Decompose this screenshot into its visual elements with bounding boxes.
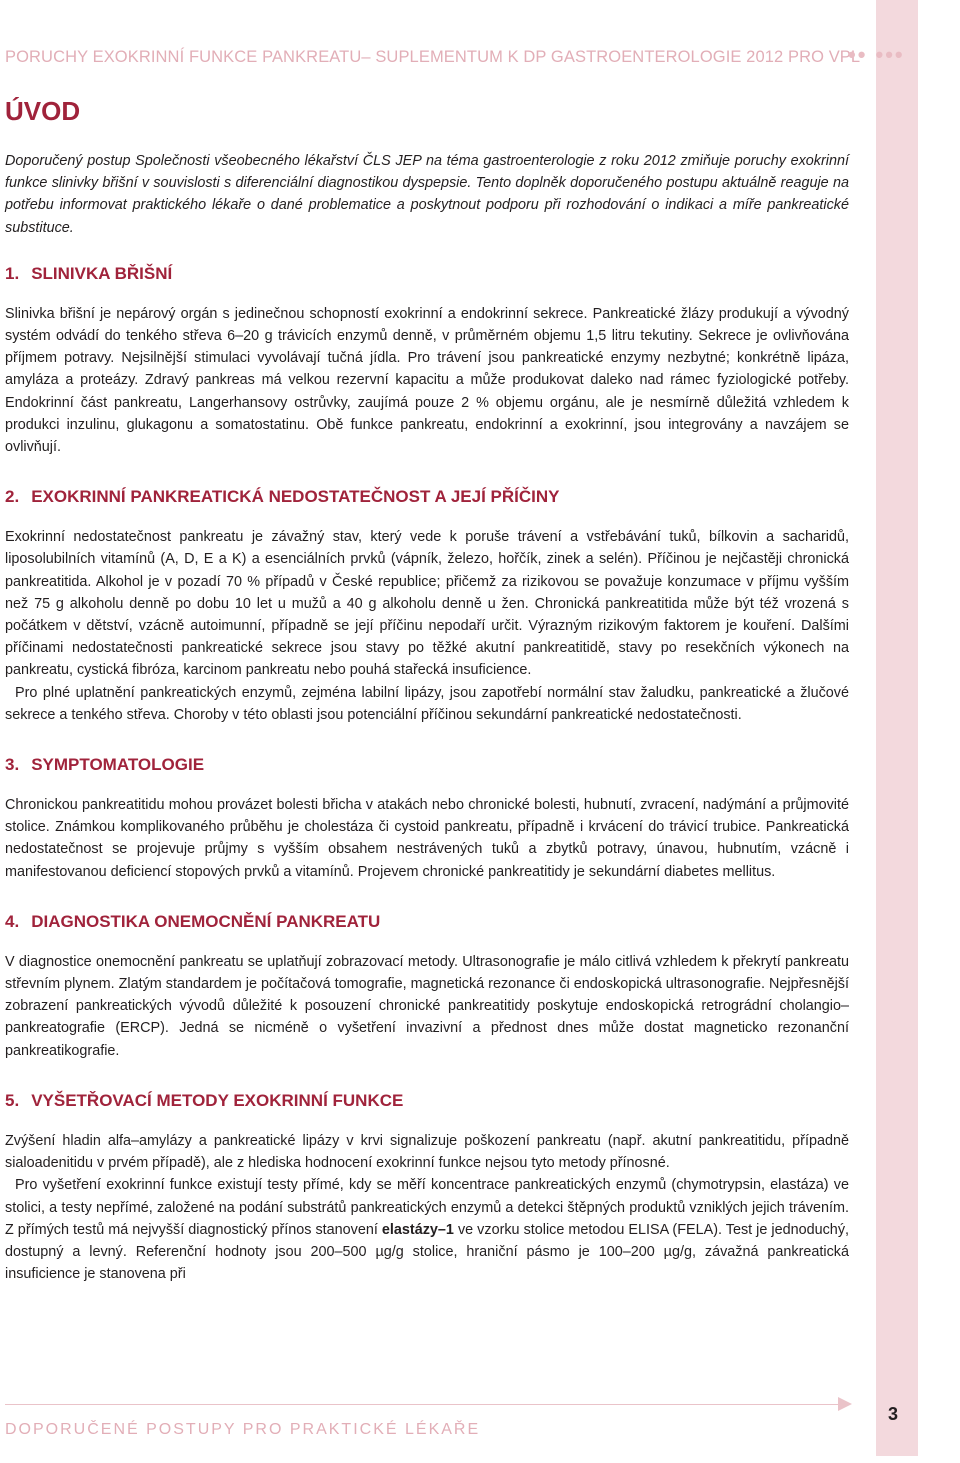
right-margin-band	[876, 0, 918, 1456]
running-header: PORUCHY EXOKRINNÍ FUNKCE PANKREATU– SUPLEMENTUM K DP GASTROENTEROLOGIE 2012 PRO VPL	[5, 48, 861, 66]
section-4-title	[5, 911, 849, 933]
section-heading: VYŠETŘOVACÍ METODY EXOKRINNÍ FUNKCE	[31, 1090, 404, 1110]
section-heading: DIAGNOSTIKA ONEMOCNĚNÍ PANKREATU	[31, 911, 381, 931]
section-2-title	[5, 486, 849, 508]
section-3-title	[5, 754, 849, 776]
section-4-paragraph: V diagnostice onemocnění pankreatu se uplatňují zobrazovací metody. Ultrasonografie je málo citlivá vzhledem k překrytí pankreatu střevním plynem. Zlatým standardem je počítačová tomografie, magnetická rezonance či endoskopická ultrasonografie. Nejpřesnější zobrazení pankreatických vývodů důležité k posouzení chronické pankreatitidy poskytuje endoskopická retrográdní cholangio–pankreatografie (ERCP). Jedná se nicméně o vyšetření invazivní a přednost dnes může dostat magneticko rezonanční pankreatikografie.	[5, 953, 849, 1059]
section-number: 1.	[5, 263, 20, 283]
footer-rule	[5, 1404, 845, 1405]
section-number: 4.	[5, 911, 20, 931]
section-5-paragraph-2	[5, 1174, 849, 1285]
section-1-title	[5, 263, 849, 285]
section-5-paragraph-1: Zvýšení hladin alfa–amylázy a pankreatické lipázy v krvi signalizuje poškození pankreatu (např. akutní pankreatitidu, případně sialoadenitidu v prvém případě), ale z hlediska hodnocení exokrinní funkce nejsou tyto metody přínosné.	[5, 1132, 849, 1172]
section-heading: SLINIVKA BŘIŠNÍ	[31, 263, 173, 283]
footer-title: DOPORUČENÉ POSTUPY PRO PRAKTICKÉ LÉKAŘE	[5, 1421, 481, 1438]
page-number: 3	[888, 1404, 899, 1424]
section-2-paragraph-2: Pro plné uplatnění pankreatických enzymů, zejména labilní lipázy, jsou zapotřebí normální stav žaludku, pankreatické a žlučové sekrece a tenkého střeva. Choroby v této oblasti jsou potenciální příčinou sekundární pankreatické nedostatečnosti.	[5, 684, 849, 723]
section-number: 3.	[5, 755, 20, 775]
main-content	[5, 150, 849, 1285]
section-heading: EXOKRINNÍ PANKREATICKÁ NEDOSTATEČNOST A JEJÍ PŘÍČINY	[31, 487, 560, 507]
section-heading: SYMPTOMATOLOGIE	[31, 755, 205, 775]
footer-arrow-icon	[838, 1397, 852, 1411]
paragraph-text: Pro vyšetření exokrinní funkce existují testy přímé, kdy se měří koncentrace pankreatických enzymů (chymotrypsin, elastáza) ve stolici, a testy nepřímé, založené na podání substrátů pankreatických enzymů a detekci štěpných produktů vzniklých jejich trávením. Z přímých testů má nejvyšší diagnostický přínos stanovení	[5, 1177, 849, 1238]
intro-text: Doporučený postup Společnosti všeobecného lékařství ČLS JEP na téma gastroenterologie z roku 2012 zmiňuje poruchy exokrinní funkce slinivky břišní v souvislosti s diferenciální diagnostikou dyspepsie. Tento doplněk doporučeného postupu aktuálně reaguje na potřebu informovat praktického lékaře o dané problematice a poskytnout podporu při rozhodování o indikaci a míře pankreatické substituce.	[5, 153, 849, 236]
section-number: 5.	[5, 1090, 20, 1110]
bold-term: elastázy–1	[381, 1221, 454, 1238]
section-1-paragraph: Slinivka břišní je nepárový orgán s jedinečnou schopností exokrinní a endokrinní sekrece. Pankreatické žlázy produkují a vývodný systém odvádí do tenkého střeva 6–20 g trávicích enzymů denně, v průměrném objemu 1,5 litru tekutiny. Sekrece je ovlivňována příjmem potravy. Nejsilnější stimulaci vyvolávají tučná jídla. Pro trávení jsou pankreatické enzymy nezbytné; konkrétně lipáza, amyláza a proteázy. Zdravý pankreas má velkou rezervní kapacitu a může produkovat daleko nad rámec fyziologické potřeby. Endokrinní část pankreatu, Langerhansovy ostrůvky, zaujímá pouze 2 % objemu orgánu, ale je nesmírně důležitá vzhledem k produkci inzulinu, glukagonu a somatostatinu. Obě funkce pankreatu, endokrinní a exokrinní, jsou integrovány a navzájem se ovlivňují.	[5, 305, 849, 456]
section-number: 2.	[5, 487, 20, 507]
paragraph-text: ve vzorku stolice metodou ELISA (FELA). Test je jednoduchý, dostupný a levný. Referenční hodnoty jsou 200–500 µg/g stolice, hraniční pásmo je 100–200 µg/g, závažná pankreatická insuficience je stanovena při	[5, 1221, 850, 1283]
header-dots: •• •••	[848, 42, 905, 67]
intro-title: ÚVOD	[5, 96, 81, 126]
section-3-paragraph: Chronickou pankreatitidu mohou provázet bolesti břicha v atakách nebo chronické bolesti, hubnutí, zvracení, nadýmání a průjmovité stolice. Známkou komplikovaného průběhu je cholestáza či cystoid pankreatu, případně i krvácení do trávicí trubice. Pankreatická nedostatečnost se projevuje průjmy s vyšším obsahem nestrávených tuků a zbytků potravy, únavou, hubnutím, vzácně i manifestovanou deficiencí stopových prvků a vitamínů. Projevem chronické pankreatitidy je sekundární diabetes mellitus.	[5, 797, 849, 880]
section-5-title	[5, 1090, 849, 1112]
section-2-paragraph-1: Exokrinní nedostatečnost pankreatu je závažný stav, který vede k poruše trávení a vstřebávání tuků, bílkovin a sacharidů, liposolubilních vitamínů (A, D, E a K) a esenciálních prvků (vápník, železo, hořčík, zinek a selén). Příčinou je nejčastěji chronická pankreatitida. Alkohol je v pozadí 70 % případů v České republice; přičemž za rizikovou se považuje konzumace v příjmu vyšším než 75 g alkoholu denně po dobu 10 let u mužů a 40 g alkoholu denně u žen. Chronická pankreatitida může být též vrozená s počátkem v dětství, vzácně autoimunní, případně se její příčinu nepodaří určit. Výrazným rizikovým faktorem je kouření. Dalšími příčinami nedostatečnosti pankreatické sekrece jsou stavy po těžké akutní pankreatitidě, stavy po resekčních výkonech na pankreatu, cystická fibróza, karcinom pankreatu nebo pouhá stařecká insuficience.	[5, 529, 849, 679]
